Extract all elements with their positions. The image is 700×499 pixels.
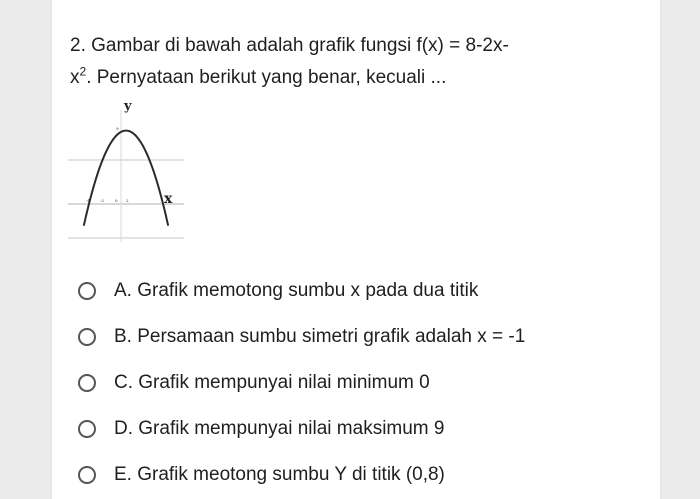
option-a[interactable] xyxy=(68,268,648,314)
parabola-curve xyxy=(84,131,168,226)
tick-label-x2: 2 xyxy=(126,198,129,203)
y-axis-label: y xyxy=(124,99,132,114)
tick-label-xneg4: -4 xyxy=(86,198,90,203)
radio-c[interactable] xyxy=(78,374,96,392)
option-e-label: E. Grafik meotong sumbu Y di titik (0,8) xyxy=(114,464,445,485)
option-d[interactable] xyxy=(68,406,648,452)
radio-e[interactable] xyxy=(78,466,96,484)
option-c[interactable] xyxy=(68,360,648,406)
question-exponent: 2 xyxy=(79,64,87,79)
tick-label-ymax: 9 xyxy=(116,126,119,131)
radio-d[interactable] xyxy=(78,420,96,438)
radio-a[interactable] xyxy=(78,282,96,300)
option-b-label: B. Persamaan sumbu simetri grafik adalah x = -1 xyxy=(114,326,526,347)
option-b[interactable] xyxy=(68,314,648,360)
option-a-label: A. Grafik memotong sumbu x pada dua titik xyxy=(114,280,479,301)
parabola-graph xyxy=(66,96,186,244)
question-line2: . Pernyataan berikut yang benar, kecuali ... xyxy=(86,67,447,88)
radio-b[interactable] xyxy=(78,328,96,346)
question-text xyxy=(70,30,645,94)
x-axis-label: x xyxy=(164,191,173,207)
question-x: x xyxy=(70,67,80,88)
option-c-label: C. Grafik mempunyai nilai minimum 0 xyxy=(114,372,430,393)
answer-options xyxy=(68,268,648,498)
question-line1: Gambar di bawah adalah grafik fungsi f(x) = 8-2x- xyxy=(91,35,509,56)
tick-label-zero: 0 xyxy=(115,198,118,203)
question-number: 2. xyxy=(70,35,86,56)
tick-label-xneg2: -2 xyxy=(100,198,104,203)
option-d-label: D. Grafik mempunyai nilai maksimum 9 xyxy=(114,418,445,439)
option-e[interactable] xyxy=(68,452,648,498)
